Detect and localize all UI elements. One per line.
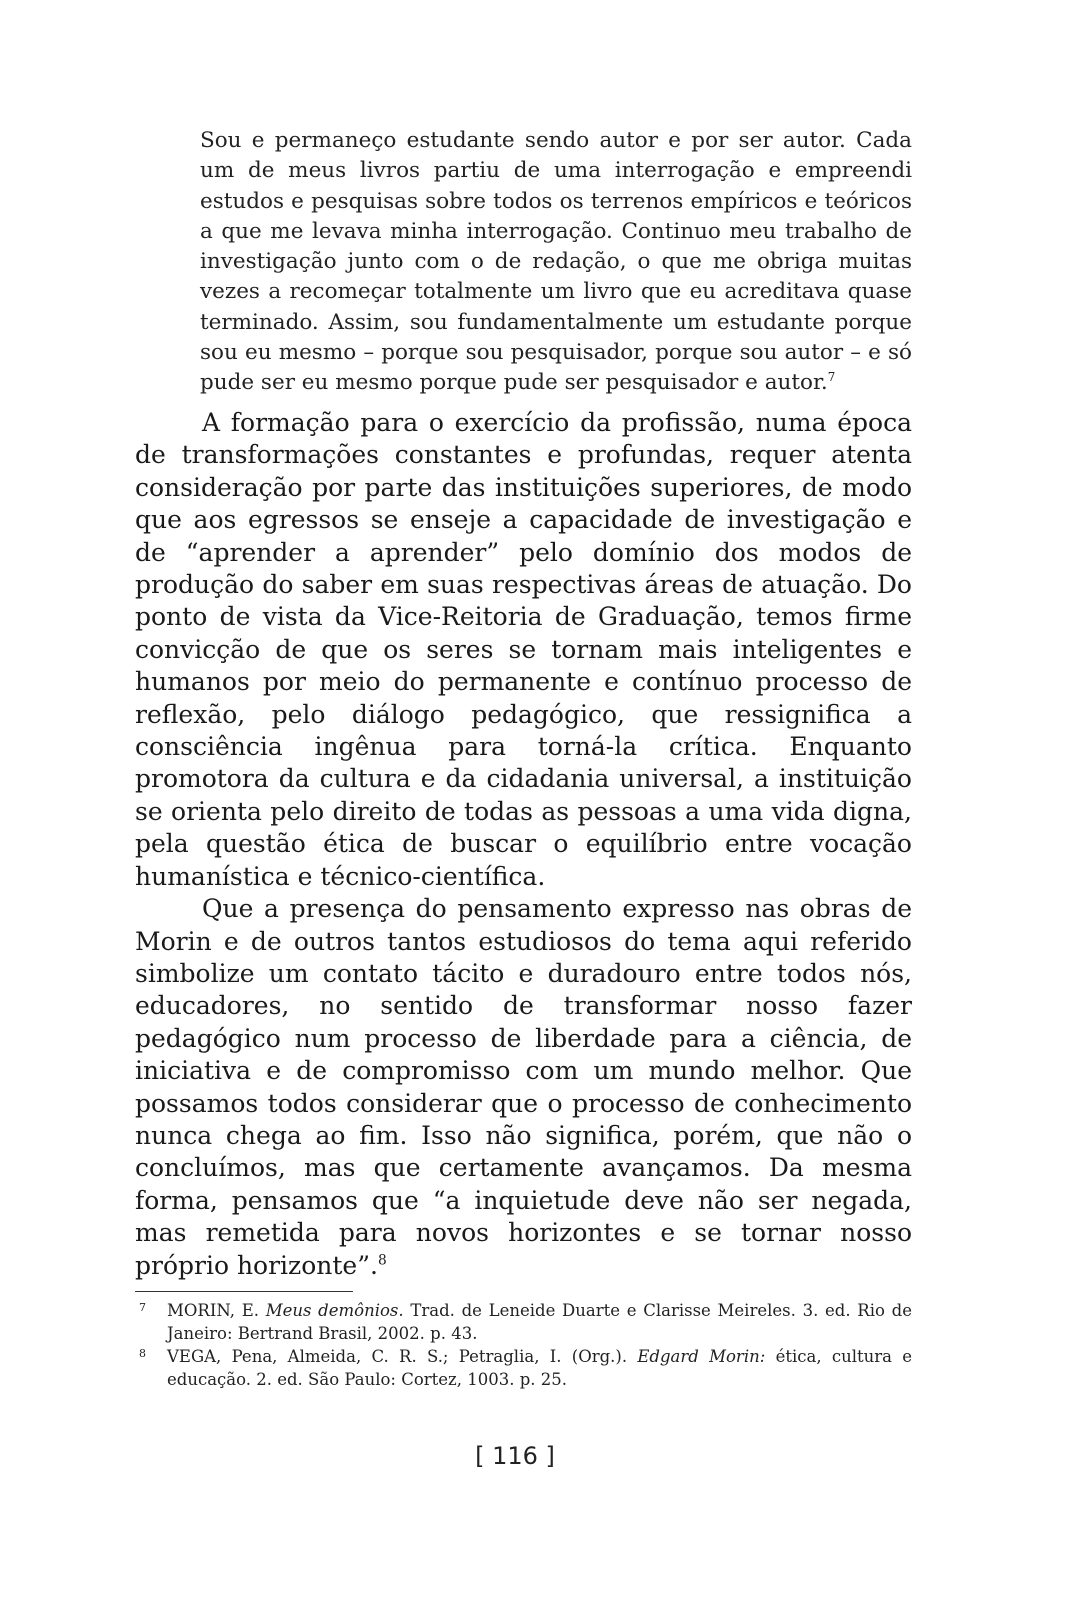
footnote-divider — [135, 1291, 353, 1292]
body-text — [135, 407, 912, 1282]
footnote-ref-7[interactable]: 7 — [827, 370, 836, 385]
footnote-ref-8[interactable]: 8 — [377, 1252, 387, 1269]
footnote-7 — [135, 1299, 912, 1345]
footnote-title: Meus demônios. — [265, 1301, 404, 1320]
paragraph-2-text: Que a presença do pensamento expresso nas obras de Morin e de outros tantos estudiosos do tema aqui referido simbolize um contato tácito e duradouro entre todos nós, educadores, no sentido de transformar nosso fazer pedagógico num processo de liberdade para a ciência, de iniciativa e de compromisso com um mundo melhor. Que possamos todos considerar que o processo de conhecimento nunca chega ao fim. Isso não significa, porém, que não o concluímos, mas que certamente avançamos. Da mesma forma, pensamos que “a inquietude deve não ser negada, mas remetida para novos horizontes e se tornar nosso próprio horizonte”. — [135, 894, 912, 1280]
footnote-number: 8 — [139, 1347, 146, 1360]
footnotes — [135, 1299, 912, 1391]
footnote-8 — [135, 1345, 912, 1391]
paragraph-1-text: A formação para o exercício da profissão, numa época de transformações constantes e profundas, requer atenta consideração por parte das instituições superiores, de modo que aos egressos se enseje a capacidade de investigação e de “aprender a aprender” pelo domínio dos modos de produção do saber em suas respectivas áreas de atuação. Do ponto de vista da Vice-Reitoria de Graduação, temos firme convicção de que os seres se tornam mais inteligentes e humanos por meio do permanente e contínuo processo de reflexão, pelo diálogo pedagógico, que ressignifica a consciência ingênua para torná-la crítica. Enquanto promotora da cultura e da cidadania universal, a instituição se orienta pelo direito de todas as pessoas a uma vida digna, pela questão ética de buscar o equilíbrio entre vocação humanística e técnico-científica. — [135, 408, 912, 891]
quote-text: Sou e permaneço estudante sendo autor e por ser autor. Cada um de meus livros partiu de uma interrogação e empreendi estudos e pesquisas sobre todos os terrenos empíricos e teóricos a que me levava minha interrogação. Continuo meu trabalho de investigação junto com o de redação, o que me obriga muitas vezes a recomeçar totalmente um livro que eu acreditava quase terminado. Assim, sou fundamentalmente um estudante porque sou eu mesmo – porque sou pesquisador, porque sou autor – e só pude ser eu mesmo porque pude ser pesquisador e autor. — [200, 128, 912, 396]
paragraph-2 — [135, 893, 912, 1282]
paragraph-1 — [135, 407, 912, 893]
footnote-text-after: ética, cultura e educação. 2. ed. São Paulo: Cortez, 1003. p. 25. — [167, 1347, 913, 1389]
footnote-title: Edgard Morin: — [637, 1347, 766, 1366]
page-number: [ 116 ] — [475, 1442, 555, 1470]
footnote-text-before: MORIN, E. — [167, 1301, 266, 1320]
footnote-number: 7 — [139, 1301, 146, 1314]
footnote-text-before: VEGA, Pena, Almeida, C. R. S.; Petraglia, I. (Org.). — [167, 1347, 638, 1366]
footnote-text-after: Trad. de Leneide Duarte e Clarisse Meireles. 3. ed. Rio de Janeiro: Bertrand Brasil, 2002. p. 43. — [167, 1301, 912, 1343]
block-quote — [200, 126, 912, 399]
